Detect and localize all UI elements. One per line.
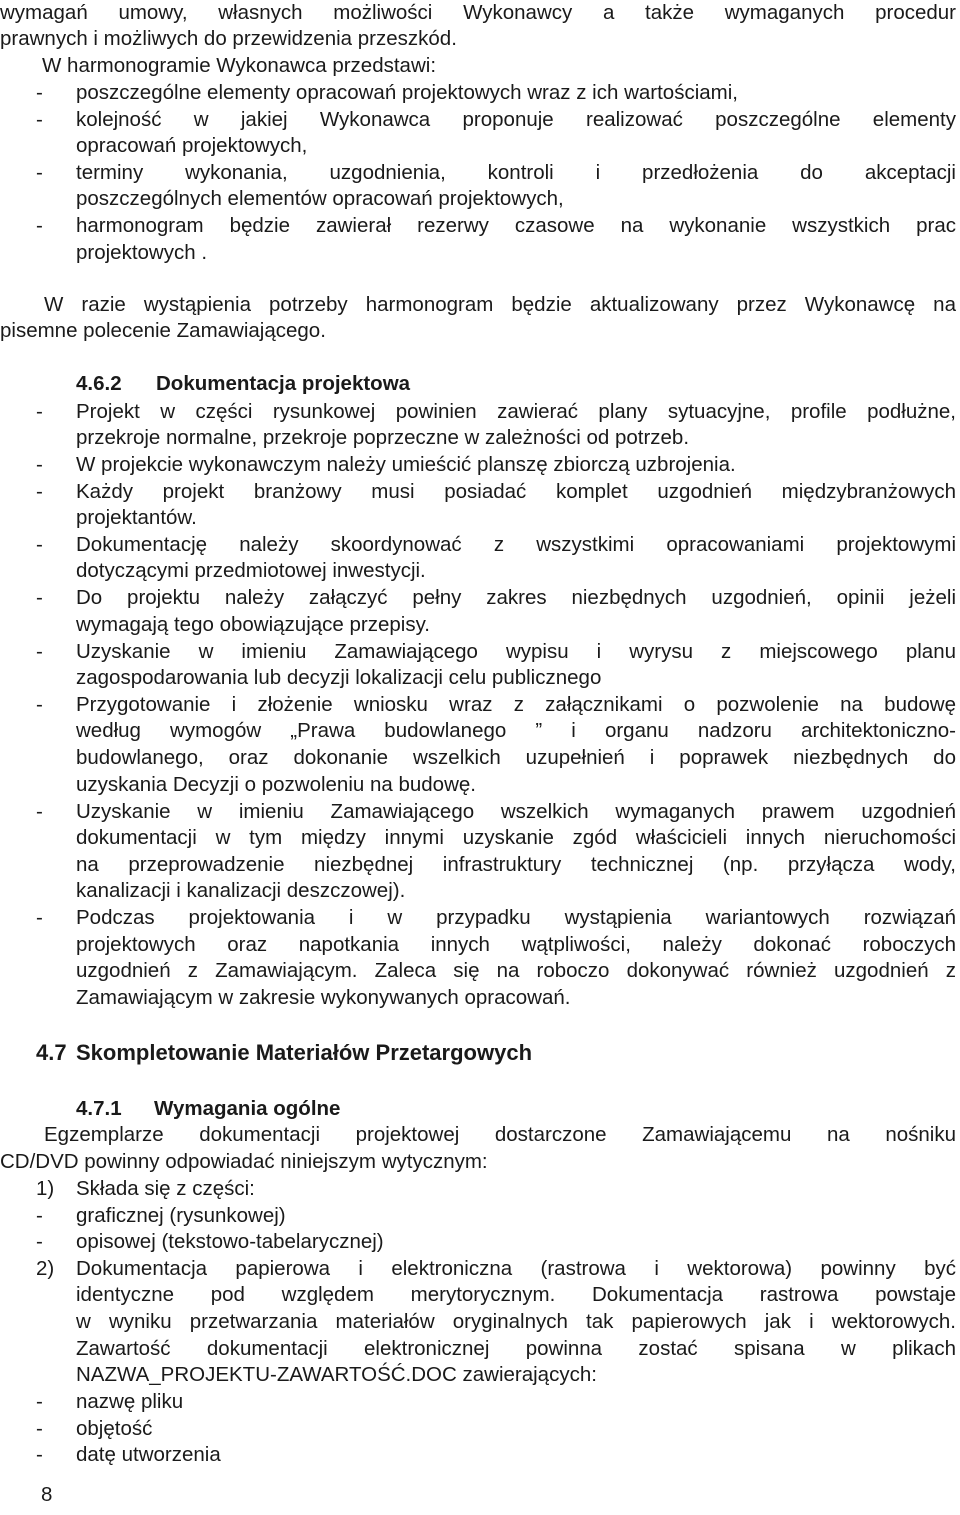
- section-title: Skompletowanie Materiałów Przetargowych: [76, 1040, 533, 1065]
- bullet-line: opracowań projektowych,: [76, 134, 308, 157]
- paragraph-line: CD/DVD powinny odpowiadać niniejszym wytycznym:: [0, 1150, 488, 1173]
- paragraph-line: W razie wystąpienia potrzeby harmonogram będzie aktualizowany przez Wykonawcę na: [44, 293, 956, 316]
- bullet-line: uzgodnień z Zamawiającym. Zaleca się na roboczo dokonywać również uzgodnień z: [76, 959, 956, 982]
- intro-line-1: wymagań umowy, własnych możliwości Wykonawcy a także wymaganych procedur: [0, 1, 956, 24]
- bullet-line: dotyczącymi przedmiotowej inwestycji.: [76, 559, 426, 582]
- bullet-dash: -: [36, 1390, 43, 1413]
- bullet-dash: -: [36, 1230, 43, 1253]
- list-item-line: w wyniku przetwarzania materiałów oryginalnych tak papierowych jak i wektorowych.: [76, 1310, 956, 1333]
- bullet-dash: -: [36, 693, 43, 716]
- bullet-dash: -: [36, 1443, 43, 1466]
- bullet-line: Projekt w części rysunkowej powinien zawierać plany sytuacyjne, profile podłużne,: [76, 400, 956, 423]
- bullet-line: terminy wykonania, uzgodnienia, kontroli i przedłożenia do akceptacji: [76, 161, 956, 184]
- bullet-line: poszczególnych elementów opracowań projektowych,: [76, 187, 564, 210]
- section-title: Wymagania ogólne: [154, 1097, 341, 1120]
- bullet-line: Podczas projektowania i w przypadku wystąpienia wariantowych rozwiązań: [76, 906, 956, 929]
- bullet-dash: -: [36, 81, 43, 104]
- bullet-dash: -: [36, 586, 43, 609]
- bullet-line: Zamawiającym w zakresie wykonywanych opracowań.: [76, 986, 571, 1009]
- page-number: 8: [41, 1483, 53, 1506]
- bullet-line: Uzyskanie w imieniu Zamawiającego wszelkich wymaganych prawem uzgodnień: [76, 800, 956, 823]
- bullet-line: Dokumentację należy skoordynować z wszystkimi opracowaniami projektowymi: [76, 533, 956, 556]
- bullet-line: uzyskania Decyzji o pozwoleniu na budowę.: [76, 773, 476, 796]
- bullet-dash: -: [36, 453, 43, 476]
- bullet-line: projektowych oraz napotkania innych wątpliwości, należy dokonać roboczych: [76, 933, 956, 956]
- bullet-dash: -: [36, 800, 43, 823]
- bullet-line: Do projektu należy załączyć pełny zakres niezbędnych uzgodnień, opinii jeżeli: [76, 586, 956, 609]
- bullet-dash: -: [36, 480, 43, 503]
- section-number: 4.7.1: [76, 1097, 122, 1120]
- bullet-dash: -: [36, 214, 43, 237]
- section-title: Dokumentacja projektowa: [156, 372, 411, 395]
- list-item-line: Zawartość dokumentacji elektronicznej powinna zostać spisana w plikach: [76, 1337, 956, 1360]
- list-number: 2): [36, 1257, 55, 1280]
- bullet-line: nazwę pliku: [76, 1390, 184, 1413]
- bullet-dash: -: [36, 161, 43, 184]
- bullet-line: kanalizacji i kanalizacji deszczowej).: [76, 879, 406, 902]
- bullet-line: projektowych .: [76, 241, 208, 264]
- bullet-line: Każdy projekt branżowy musi posiadać komplet uzgodnień międzybranżowych: [76, 480, 956, 503]
- bullet-line: datę utworzenia: [76, 1443, 221, 1466]
- intro-line-2: prawnych i możliwych do przewidzenia przeszkód.: [0, 27, 457, 50]
- bullet-line: Przygotowanie i złożenie wniosku wraz z załącznikami o pozwolenie na budowę: [76, 693, 956, 716]
- list-item-text: Składa się z części:: [76, 1177, 255, 1200]
- section-number: 4.7: [36, 1040, 67, 1065]
- bullet-dash: -: [36, 906, 43, 929]
- bullet-line: przekroje normalne, przekroje poprzeczne w zależności od potrzeb.: [76, 426, 690, 449]
- bullet-line: opisowej (tekstowo-tabelarycznej): [76, 1230, 384, 1253]
- list-item-line: Dokumentacja papierowa i elektroniczna (rastrowa i wektorowa) powinny być: [76, 1257, 956, 1280]
- bullet-line: zagospodarowania lub decyzji lokalizacji celu publicznego: [76, 666, 602, 689]
- bullet-line: na przeprowadzenie niezbędnej infrastruktury technicznej (np. przyłącza wody,: [76, 853, 956, 876]
- paragraph-line: Egzemplarze dokumentacji projektowej dostarczone Zamawiającemu na nośniku: [44, 1123, 956, 1146]
- bullet-line: poszczególne elementy opracowań projektowych wraz z ich wartościami,: [76, 81, 738, 104]
- bullet-dash: -: [36, 400, 43, 423]
- bullet-line: budowlanego, oraz dokonanie wszelkich uzupełnień i poprawek niezbędnych do: [76, 746, 956, 769]
- bullet-dash: -: [36, 108, 43, 131]
- bullet-line: harmonogram będzie zawierał rezerwy czasowe na wykonanie wszystkich prac: [76, 214, 956, 237]
- bullet-line: wymagają tego obowiązujące przepisy.: [76, 613, 431, 636]
- section-number: 4.6.2: [76, 372, 122, 395]
- bullet-line: W projekcie wykonawczym należy umieścić planszę zbiorczą uzbrojenia.: [76, 453, 736, 476]
- bullet-dash: -: [36, 1204, 43, 1227]
- bullet-line: graficznej (rysunkowej): [76, 1204, 286, 1227]
- list-number: 1): [36, 1177, 55, 1200]
- bullet-line: dokumentacji w tym między innymi uzyskanie zgód właścicieli innych nieruchomości: [76, 826, 956, 849]
- bullet-line: projektantów.: [76, 506, 197, 529]
- bullet-dash: -: [36, 640, 43, 663]
- bullet-dash: -: [36, 533, 43, 556]
- paragraph-line: pisemne polecenie Zamawiającego.: [0, 319, 326, 342]
- intro-line-3: W harmonogramie Wykonawca przedstawi:: [42, 54, 437, 77]
- bullet-dash: -: [36, 1417, 43, 1440]
- list-item-line: identyczne pod względem merytorycznym. Dokumentacja rastrowa powstaje: [76, 1283, 956, 1306]
- bullet-line: kolejność w jakiej Wykonawca proponuje realizować poszczególne elementy: [76, 108, 956, 131]
- list-item-line: NAZWA_PROJEKTU-ZAWARTOŚĆ.DOC zawierających:: [76, 1363, 597, 1386]
- bullet-line: Uzyskanie w imieniu Zamawiającego wypisu i wyrysu z miejscowego planu: [76, 640, 956, 663]
- bullet-line: objętość: [76, 1417, 153, 1440]
- bullet-line: według wymogów „Prawa budowlanego ” i organu nadzoru architektoniczno-: [76, 719, 956, 742]
